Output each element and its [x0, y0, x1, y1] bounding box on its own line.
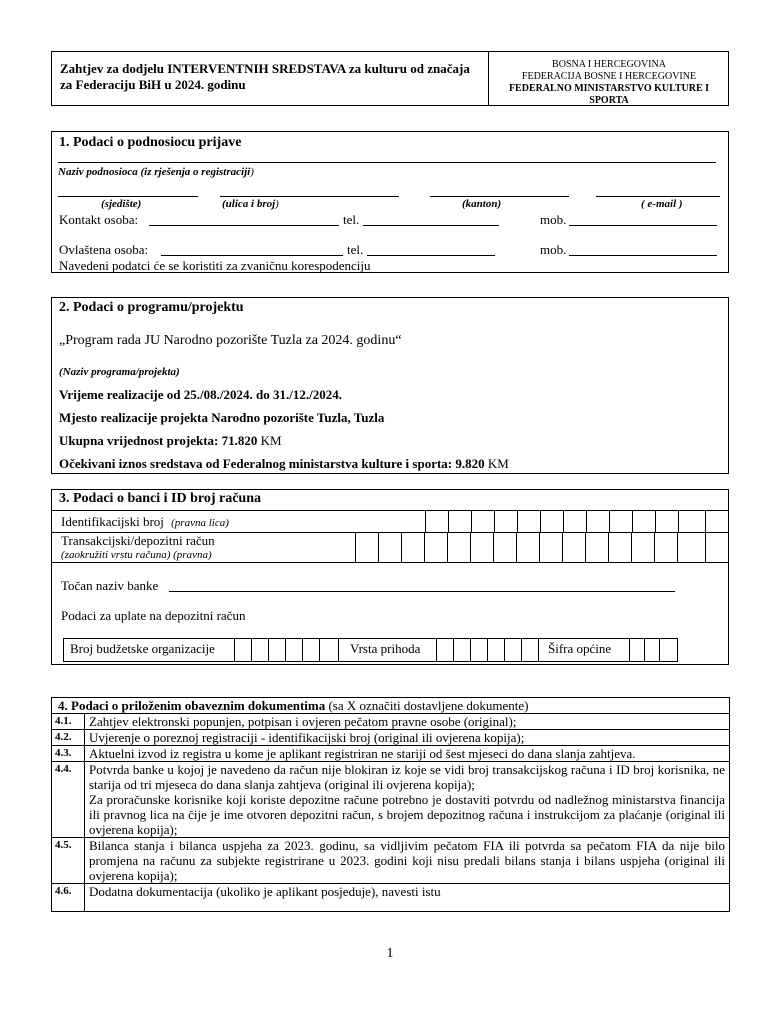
authorized-mob-label: mob.	[540, 242, 567, 257]
contact-mob-field[interactable]	[569, 225, 717, 226]
applicant-name-caption: Naziv podnosioca (iz rješenja o registraciji)	[58, 166, 254, 178]
budget-row	[63, 638, 678, 662]
budget-org-label: Broj budžetske organizacije	[70, 641, 215, 656]
institution-federation: FEDERACIJA BOSNE I HERCEGOVINE	[521, 71, 697, 82]
street-caption: (ulica i broj)	[222, 198, 279, 210]
document-item[interactable]	[52, 714, 730, 730]
institution-country: BOSNA I HERCEGOVINA	[552, 59, 666, 70]
document-item[interactable]	[52, 762, 730, 838]
institution-ministry: FEDERALNO MINISTARSTVO KULTURE I SPORTA	[508, 83, 710, 106]
canton-line[interactable]	[430, 196, 569, 197]
documents-heading-row	[52, 698, 730, 714]
section-applicant	[51, 131, 729, 273]
revenue-type-label: Vrsta prihoda	[350, 641, 421, 656]
authorized-mob-field[interactable]	[569, 255, 717, 256]
document-item-text: Aktuelni izvod iz registra u kome je aplikant registriran ne stariji od šest mjeseci do dana slanja zahtjeva.	[85, 746, 730, 762]
authorized-person-label: Ovlaštena osoba:	[59, 242, 149, 257]
contact-row	[59, 212, 719, 228]
total-project-value: Ukupna vrijednost projekta: 71.820 KM	[59, 433, 282, 448]
program-caption: (Naziv programa/projekta)	[59, 366, 180, 378]
account-caption: (zaokružiti vrstu računa) (pravna)	[61, 549, 212, 561]
document-item-text: Zahtjev elektronski popunjen, potpisan i ovjeren pečatom pravne osobe (original);	[85, 714, 730, 730]
contact-tel-label: tel.	[343, 212, 360, 227]
contact-person-field[interactable]	[149, 225, 339, 226]
contact-mob-label: mob.	[540, 212, 567, 227]
account-label-block	[61, 534, 215, 562]
email-caption: ( e-mail )	[641, 198, 683, 210]
section-program	[51, 297, 729, 474]
document-item[interactable]	[52, 730, 730, 746]
document-item-text: Bilanca stanja i bilanca uspjeha za 2023. godinu, sa vidljivim pečatom FIA ili potvrda sa pečatom FIA da nije bilo promjena na računu za subjekte registrirane u 2023. godini koji nisu predali bilans stanja i bilans uspjeha (original ili ovjerena kopija);	[85, 838, 730, 884]
expected-ministry-amount: Očekivani iznos sredstava od Federalnog ministarstva kulture i sporta: 9.820 KM	[59, 456, 509, 471]
institution-block	[489, 59, 729, 107]
seat-line[interactable]	[58, 196, 198, 197]
canton-caption: (kanton)	[462, 198, 502, 210]
authorized-tel-label: tel.	[347, 242, 364, 257]
contact-tel-field[interactable]	[363, 225, 499, 226]
document-item-text: Potvrda banke u kojoj je navedeno da račun nije blokiran iz koje se vidi broj transakcijskog računa i ID broj korisnika, ne starija od tri mjeseca do dana slanja zahtjeva (original ili ovjerena kopija); Za proračunske korisnike koji koriste depozitne račune potrebno je dostaviti potvrdu od nadležnog ministarstva financija ili pravnog lica na čije je ime otvoren depozitni račun, s brojem depozitnog računa i instrukcijom za plaćanje (original ili ovjerena kopija);	[85, 762, 730, 838]
header-box	[51, 51, 729, 106]
document-item-number: 4.5.	[52, 838, 85, 884]
revenue-type-cells[interactable]	[436, 639, 544, 661]
bank-name-field[interactable]	[169, 591, 675, 592]
document-item-text: Dodatna dokumentacija (ukoliko je aplikant posjeduje), navesti istu	[85, 884, 730, 912]
correspondence-note: Navedeni podatci će se koristiti za zvaničnu korespodenciju	[59, 258, 371, 273]
seat-caption: (sjedište)	[101, 198, 142, 210]
account-row	[52, 532, 728, 563]
document-item-number: 4.1.	[52, 714, 85, 730]
street-line[interactable]	[220, 196, 399, 197]
authorized-row	[59, 242, 719, 258]
document-item[interactable]	[52, 884, 730, 912]
id-number-cells[interactable]	[425, 511, 728, 533]
program-name: „Program rada JU Narodno pozorište Tuzla za 2024. godinu“	[59, 333, 402, 348]
realization-location: Mjesto realizacije projekta Narodno pozorište Tuzla, Tuzla	[59, 410, 385, 425]
document-item[interactable]	[52, 746, 730, 762]
authorized-tel-field[interactable]	[367, 255, 495, 256]
id-number-label: Identifikacijski broj (pravna lica)	[61, 514, 229, 529]
email-line[interactable]	[596, 196, 720, 197]
form-title: Zahtjev za dodjelu INTERVENTNIH SREDSTAVA za kulturu od značaja za Federaciju BiH u 2024. godinu	[60, 61, 470, 92]
document-item-text: Uvjerenje o poreznoj registraciji - identifikacijski broj (original ili ovjerena kopija);	[85, 730, 730, 746]
section4-heading: 4. Podaci o priloženim obaveznim dokumentima (sa X označiti dostavljene dokumente)	[52, 698, 730, 714]
contact-person-label: Kontakt osoba:	[59, 212, 139, 227]
document-item-number: 4.6.	[52, 884, 85, 912]
section1-heading: 1. Podaci o podnosiocu prijave	[59, 135, 242, 150]
municipality-code-label: Šifra općine	[548, 641, 612, 656]
document-item-number: 4.3.	[52, 746, 85, 762]
applicant-name-line[interactable]	[58, 162, 716, 163]
page-number: 1	[386, 946, 394, 961]
section-documents	[51, 697, 730, 912]
deposit-label: Podaci za uplate na depozitni račun	[61, 608, 246, 623]
documents-table	[51, 697, 730, 912]
budget-org-cells[interactable]	[234, 639, 344, 661]
id-number-row	[52, 510, 728, 533]
bank-name-row	[61, 578, 681, 594]
section-bank	[51, 489, 729, 665]
realization-period: Vrijeme realizacije od 25./08./2024. do 31./12./2024.	[59, 387, 342, 402]
account-number-cells[interactable]	[355, 533, 728, 562]
municipality-code-cells[interactable]	[629, 639, 677, 661]
authorized-person-field[interactable]	[161, 255, 343, 256]
bank-name-label: Točan naziv banke	[61, 578, 159, 593]
document-item-number: 4.2.	[52, 730, 85, 746]
account-label: Transakcijski/depozitni račun	[61, 533, 215, 548]
section3-heading: 3. Podaci o banci i ID broj računa	[59, 491, 261, 506]
section2-heading: 2. Podaci o programu/projektu	[59, 300, 244, 315]
document-item[interactable]	[52, 838, 730, 884]
document-item-number: 4.4.	[52, 762, 85, 838]
